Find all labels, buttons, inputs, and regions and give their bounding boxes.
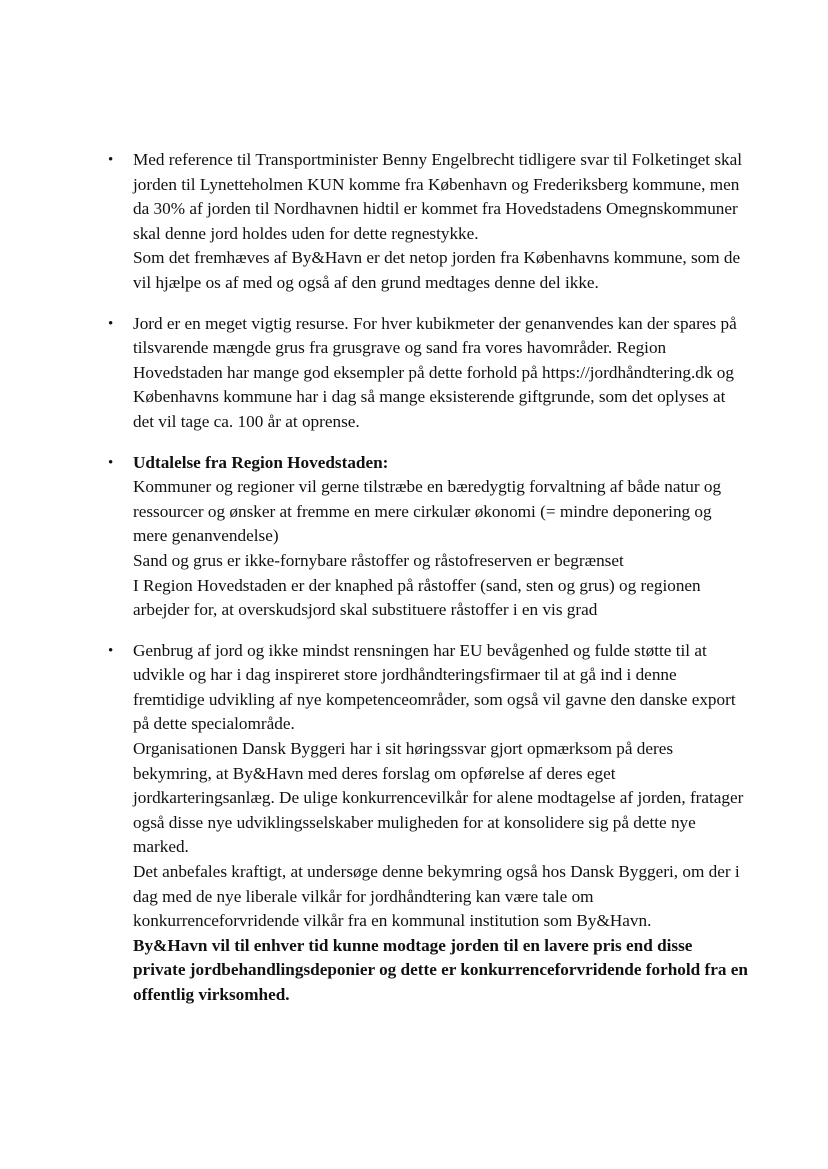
paragraph: Med reference til Transportminister Benny Engelbrecht tidligere svar til Folketinget skal jorden til Lynetteholmen KUN komme fra København og Frederiksberg kommune, men da 30% af jorden til Nordhavnen hidtil er kommet fra Hovedstadens Omegnskommuner skal denne jord holdes uden for dette regnestykke.	[133, 150, 743, 243]
bullet-item-3	[108, 451, 748, 623]
bold-conclusion: By&Havn vil til enhver tid kunne modtage jorden til en lavere pris end disse private jordbehandlingsdeponier og dette er konkurrenceforvridende forhold fra en offentlig virksomhed.	[133, 935, 748, 1004]
paragraph: I Region Hovedstaden er der knaphed på råstoffer (sand, sten og grus) og regionen arbejder for, at overskudsjord skal substituere råstoffer i en vis grad	[133, 575, 701, 620]
paragraph: Kommuner og regioner vil gerne tilstræbe en bæredygtig forvaltning af både natur og ressourcer og ønsker at fremme en mere cirkulær økonomi (= mindre deponering og mere genanvendelse)	[133, 477, 722, 546]
bullet-icon: •	[108, 454, 114, 471]
bullet-icon: •	[108, 642, 114, 659]
paragraph: Jord er en meget vigtig resurse. For hver kubikmeter der genanvendes kan der spares på tilsvarende mængde grus fra grusgrave og sand fra vores havområder. Region Hovedstaden har mange god eksempler på dette forhold på https://jordhåndtering.dk og Københavns kommune har i dag så mange eksisterende giftgrunde, som det oplyses at det vil tage ca. 100 år at oprense.	[133, 313, 737, 431]
bullet-item-4	[108, 639, 748, 1008]
bullet-icon: •	[108, 152, 114, 168]
bullet-item-2	[108, 312, 748, 435]
bullet-icon: •	[108, 315, 114, 332]
paragraph: Det anbefales kraftigt, at undersøge denne bekymring også hos Dansk Byggeri, om der i dag med de nye liberale vilkår for jordhåndtering kan være tale om konkurrenceforvridende vilkår fra en kommunal institution som By&Havn.	[133, 862, 740, 931]
section-heading: Udtalelse fra Region Hovedstaden:	[133, 452, 389, 472]
bullet-item-1	[108, 148, 748, 296]
bullet-list	[108, 148, 748, 1024]
paragraph: Genbrug af jord og ikke mindst rensningen har EU bevågenhed og fulde støtte til at udvikle og har i dag inspireret store jordhåndteringsfirmaer til at gå ind i denne fremtidige udvikling af nye kompetenceområder, som også vil gavne den danske export på dette specialområde.	[133, 640, 736, 734]
paragraph: Sand og grus er ikke-fornybare råstoffer og råstofreserven er begrænset	[133, 550, 624, 570]
paragraph: Organisationen Dansk Byggeri har i sit høringssvar gjort opmærksom på deres bekymring, at By&Havn med deres forslag om opførelse af deres eget jordkarteringsanlæg. De ulige konkurrencevilkår for alene modtagelse af jorden, fratager også disse nye udviklingsselskaber muligheden for at konsolidere sig på dette nye marked.	[133, 739, 744, 857]
paragraph: Som det fremhæves af By&Havn er det netop jorden fra Københavns kommune, som de vil hjælpe os af med og også af den grund medtages denne del ikke.	[133, 248, 741, 292]
